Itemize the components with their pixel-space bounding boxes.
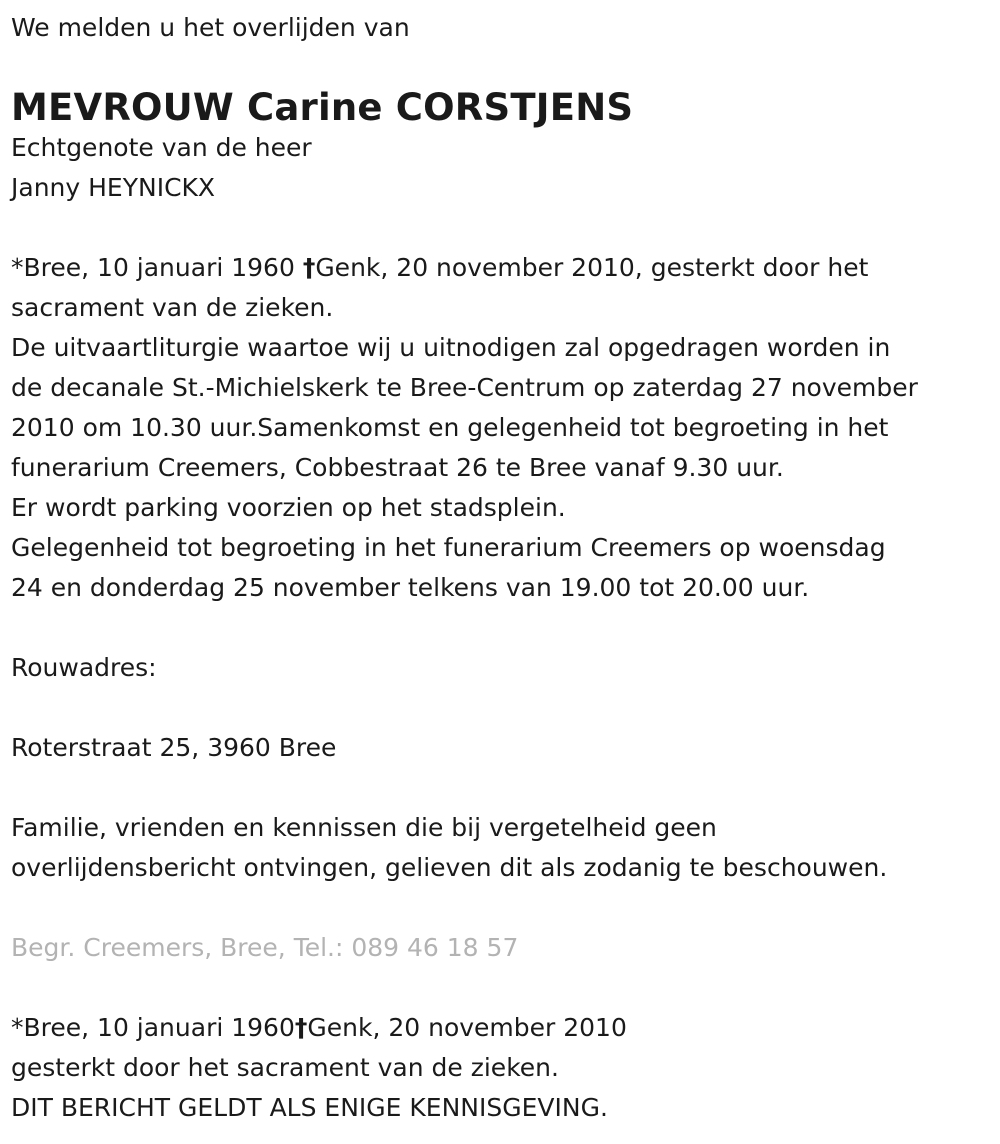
undertaker-contact: Begr. Creemers, Bree, Tel.: 089 46 18 57 bbox=[11, 933, 519, 962]
spouse-line-2: Janny HEYNICKX bbox=[11, 173, 216, 202]
footer-dates bbox=[11, 1008, 986, 1048]
spacer bbox=[11, 968, 986, 1008]
mourning-address: Roterstraat 25, 3960 Bree bbox=[11, 733, 337, 762]
death-date: Genk, 20 november 2010, gesterkt door het bbox=[315, 253, 869, 282]
sacrament-line: sacrament van de zieken. bbox=[11, 293, 334, 322]
birth-death-line bbox=[11, 248, 986, 288]
funeral-line: Gelegenheid tot begroeting in het funerarium Creemers op woensdag bbox=[11, 533, 886, 562]
family-line: overlijdensbericht ontvingen, gelieven dit als zodanig te beschouwen. bbox=[11, 853, 888, 882]
funeral-line: 2010 om 10.30 uur.Samenkomst en gelegenheid tot begroeting in het bbox=[11, 413, 889, 442]
funeral-line: Er wordt parking voorzien op het stadsplein. bbox=[11, 493, 566, 522]
cross-icon: † bbox=[302, 253, 316, 282]
funeral-line: de decanale St.-Michielskerk te Bree-Centrum op zaterdag 27 november bbox=[11, 373, 918, 402]
spacer bbox=[11, 768, 986, 808]
spouse-line-1: Echtgenote van de heer bbox=[11, 133, 312, 162]
mourning-address-label: Rouwadres: bbox=[11, 653, 157, 682]
spacer bbox=[11, 888, 986, 928]
deceased-name: MEVROUW Carine CORSTJENS bbox=[11, 86, 634, 129]
family-line: Familie, vrienden en kennissen die bij vergetelheid geen bbox=[11, 813, 717, 842]
cross-icon: † bbox=[294, 1013, 308, 1042]
footer-death-date: Genk, 20 november 2010 bbox=[307, 1013, 627, 1042]
funeral-line: 24 en donderdag 25 november telkens van 19.00 tot 20.00 uur. bbox=[11, 573, 810, 602]
spacer bbox=[11, 208, 986, 248]
spacer bbox=[11, 688, 986, 728]
footer-birth-date: *Bree, 10 januari 1960 bbox=[11, 1013, 295, 1042]
death-notice bbox=[11, 8, 986, 1128]
footer-sacrament: gesterkt door het sacrament van de zieken. bbox=[11, 1053, 559, 1082]
spacer bbox=[11, 48, 986, 88]
funeral-line: funerarium Creemers, Cobbestraat 26 te Bree vanaf 9.30 uur. bbox=[11, 453, 784, 482]
spacer bbox=[11, 608, 986, 648]
intro-text: We melden u het overlijden van bbox=[11, 13, 410, 42]
birth-date: *Bree, 10 januari 1960 bbox=[11, 253, 303, 282]
funeral-line: De uitvaartliturgie waartoe wij u uitnodigen zal opgedragen worden in bbox=[11, 333, 891, 362]
only-notice: DIT BERICHT GELDT ALS ENIGE KENNISGEVING. bbox=[11, 1093, 608, 1122]
